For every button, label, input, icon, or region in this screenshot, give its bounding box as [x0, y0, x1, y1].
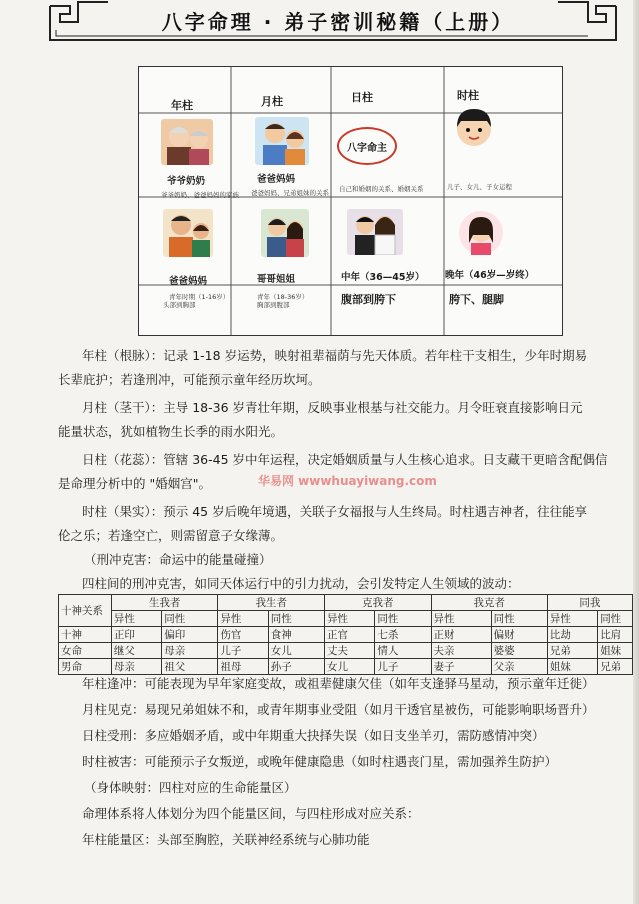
sub-year-row1: 爷爷奶奶、爸爸妈妈的家族 [161, 191, 239, 199]
table-cell: 儿子 [218, 643, 268, 659]
para-hour-2: 伦之乐；若逢空亡，则需留意子女缘薄。 [58, 528, 284, 543]
table-cell: 姐妹 [598, 643, 633, 659]
caption-old-age: 晚年（46岁—岁终） [445, 270, 535, 281]
para-day-2: 是命理分析中的 "婚姻宫"。 [58, 476, 211, 491]
table-subheader: 异性 [324, 611, 374, 627]
para-year-energy: 年柱能量区：头部至胸腔，关联神经系统与心肺功能 [82, 832, 370, 847]
table-subheader: 同性 [491, 611, 547, 627]
para-day-1: 日柱（花蕊）：管辖 36-45 岁中年运程，决定婚姻质量与人生核心追求。日支藏干更暗含配偶信 [82, 452, 608, 467]
table-cell: 儿子 [375, 659, 431, 675]
table-cell: 祖父 [162, 659, 218, 675]
header-hour: 时柱 [457, 89, 479, 102]
table-cell: 情人 [375, 643, 431, 659]
para-clash-intro: 四柱间的刑冲克害，如同天体运行中的引力扰动，会引发特定人生领域的波动： [82, 576, 520, 591]
table-cell: 正印 [111, 627, 161, 643]
para-month-clash: 月柱见克：易现兄弟姐妹不和，或青年期事业受阻（如月干透官星被伤，可能影响职场晋升） [82, 702, 595, 717]
body-hour: 胯下、腿脚 [449, 293, 504, 306]
table-row [59, 659, 633, 675]
table-group: 我生者 [218, 595, 325, 611]
table-cell: 比肩 [598, 627, 633, 643]
page-edge [633, 0, 639, 904]
table-row-label: 十神 [59, 627, 112, 643]
sub-day-row1: 自己和婚姻的关系、婚姻关系 [339, 185, 424, 193]
section-heading-body: （身体映射：四柱对应的生命能量区） [84, 780, 297, 795]
sub-hour-row1: 儿子、女儿、子女运程 [447, 183, 512, 191]
table-cell: 女儿 [324, 659, 374, 675]
table-cell: 偏印 [162, 627, 218, 643]
table-subheader: 异性 [218, 611, 268, 627]
sub-month-period: 青年（18-36岁） [257, 293, 309, 301]
table-subheader: 异性 [111, 611, 161, 627]
table-cell: 孙子 [268, 659, 324, 675]
caption-grandparents: 爷爷奶奶 [167, 176, 206, 187]
para-year-1: 年柱（根脉）：记录 1-18 岁运势，映射祖辈福荫与先天体质。若年柱干支相生，少年时期易 [82, 348, 588, 363]
para-year-clash: 年柱逢冲：可能表现为早年家庭变故，或祖辈健康欠佳（如年支逢驿马星动，预示童年迁徙） [82, 676, 595, 691]
table-group: 我克者 [431, 595, 547, 611]
table-cell: 继父 [111, 643, 161, 659]
table-group: 克我者 [324, 595, 431, 611]
header-day: 日柱 [351, 91, 373, 104]
sub-year-period: 青年时期（1-16岁） [169, 293, 230, 301]
header-month: 月柱 [261, 95, 283, 108]
para-month-2: 能量状态，犹如植物生长季的雨水阳光。 [58, 424, 284, 439]
table-cell: 母亲 [111, 659, 161, 675]
caption-middle-age: 中年（36—45岁） [341, 272, 425, 283]
table-row-label: 女命 [59, 643, 112, 659]
book-title: 八字命理 · 弟子密训秘籍（上册） [161, 10, 515, 34]
table-cell: 妻子 [431, 659, 491, 675]
table-cell: 女儿 [268, 643, 324, 659]
day-master-circle: 八字命主 [337, 127, 397, 165]
table-row [59, 643, 633, 659]
table-group: 生我者 [111, 595, 218, 611]
para-month-1: 月柱（茎干）：主导 18-36 岁青壮年期，反映事业根基与社交能力。月令旺衰直接影响日元 [82, 400, 583, 415]
para-hour-1: 时柱（果实）：预示 45 岁后晚年境遇，关联子女福报与人生终局。时柱遇吉神者，往往能享 [82, 504, 588, 519]
table-cell: 姐妹 [547, 659, 597, 675]
table-cell: 夫亲 [431, 643, 491, 659]
caption-parents: 爸爸妈妈 [257, 174, 296, 185]
table-subheader: 同性 [268, 611, 324, 627]
sub-year-body: 头部到胸部 [163, 301, 196, 309]
table-cell: 母亲 [162, 643, 218, 659]
table-cell: 偏财 [491, 627, 547, 643]
sub-month-row1: 爸爸妈妈、兄弟姐妹的关系 [251, 189, 329, 197]
table-cell: 祖母 [218, 659, 268, 675]
header-year: 年柱 [171, 99, 193, 112]
table-corner: 十神关系 [59, 595, 112, 627]
sub-month-body: 胸部到腹部 [257, 301, 290, 309]
table-cell: 伤官 [218, 627, 268, 643]
table-group-row [59, 595, 633, 611]
table-subheader: 同性 [162, 611, 218, 627]
table-cell: 丈夫 [324, 643, 374, 659]
ten-gods-table [58, 594, 633, 675]
caption-parents-2: 爸爸妈妈 [169, 276, 208, 287]
table-subheader: 异性 [431, 611, 491, 627]
table-cell: 正财 [431, 627, 491, 643]
table-cell: 父亲 [491, 659, 547, 675]
para-day-clash: 日柱受刑：多应婚姻矛盾，或中年期重大抉择失误（如日支坐羊刃，需防感情冲突） [82, 728, 545, 743]
watermark: 华易网 wwwhuayiwang.com [258, 474, 437, 488]
table-cell: 正官 [324, 627, 374, 643]
table-cell: 食神 [268, 627, 324, 643]
section-heading-clash: （刑冲克害：命运中的能量碰撞） [84, 552, 272, 567]
table-row [59, 627, 633, 643]
table-subheader-row [59, 611, 633, 627]
table-cell: 比劫 [547, 627, 597, 643]
table-subheader: 异性 [547, 611, 597, 627]
caption-siblings: 哥哥姐姐 [257, 274, 296, 285]
table-group: 同我 [547, 595, 632, 611]
table-cell: 婆婆 [491, 643, 547, 659]
table-subheader: 同性 [598, 611, 633, 627]
body-day: 腹部到胯下 [341, 293, 396, 306]
table-cell: 兄弟 [547, 643, 597, 659]
table-subheader: 同性 [375, 611, 431, 627]
para-year-2: 长辈庇护；若逢刑冲，可能预示童年经历坎坷。 [58, 372, 321, 387]
para-hour-clash: 时柱被害：可能预示子女叛逆，或晚年健康隐患（如时柱遇丧门星，需加强养生防护） [82, 754, 558, 769]
table-cell: 七杀 [375, 627, 431, 643]
para-body-intro: 命理体系将人体划分为四个能量区间，与四柱形成对应关系： [82, 806, 420, 821]
table-row-label: 男命 [59, 659, 112, 675]
table-cell: 兄弟 [598, 659, 633, 675]
